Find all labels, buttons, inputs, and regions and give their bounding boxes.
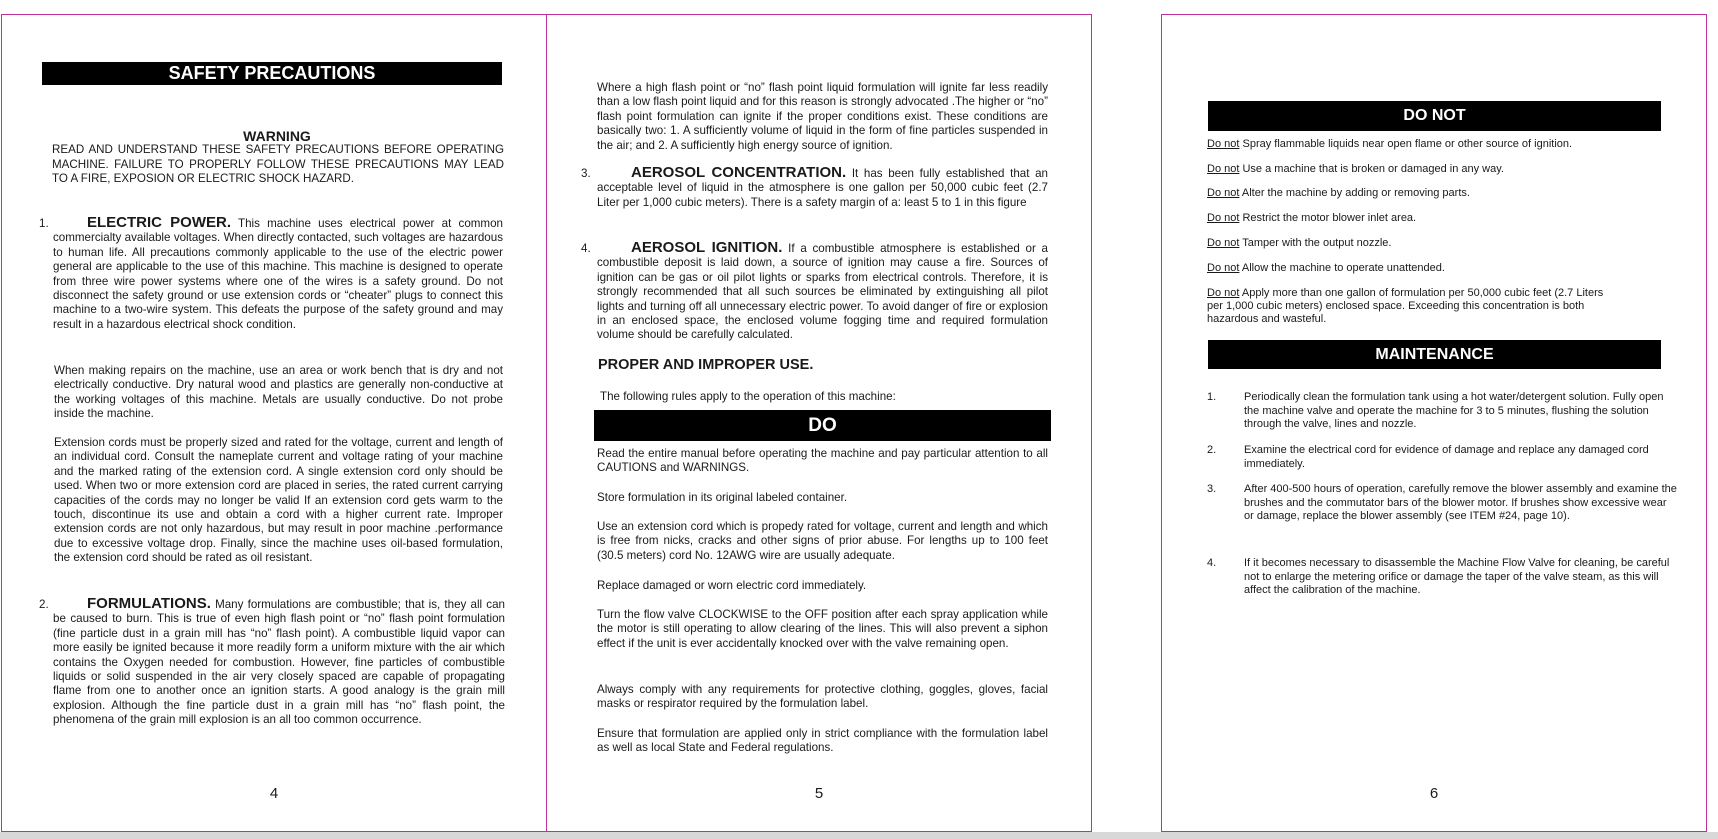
item-3-number: 3.: [581, 167, 591, 180]
do-not-item: Do not Alter the machine by adding or removing parts.: [1207, 187, 1470, 199]
item-3-text: It has been fully established that an acceptable level of liquid in the atmosphere is one gallon per 50,000 cubic feet (2.7 Liter per 1,000 cubic meters). There is a safety margin of a: least 5 to 1 in this figure: [597, 167, 1048, 209]
do-item: Turn the flow valve CLOCKWISE to the OFF position after each spray application while the motor is still operating to allow clearing of the lines. This will also prevent a siphon effect if the unit is ever accidentally knocked over with the valve remaining open.: [597, 608, 1048, 650]
extension-cords-paragraph: Extension cords must be properly sized and rated for the voltage, current and length of an individual cord. Consult the nameplate current and voltage rating of your machine and the marked rating of the extension cord. A single extension cord only should be used. When two or more extension cord are placed in series, the rated current carrying capacities of the cords may no longer be valid If an extension cord gets warm to the touch, discontinue its use and obtain a cord with a higher current rate. Improper extension cords are not only hazardous, but may result in poor machine .performance due to excessive voltage drop. Finally, since the machine uses oil-based formulation, the extension cord should be rated as oil resistant.: [54, 436, 503, 565]
do-not-item: Do not Restrict the motor blower inlet area.: [1207, 212, 1417, 224]
proper-use-heading: PROPER AND IMPROPER USE.: [598, 357, 814, 373]
do-not-item: Do not Apply more than one gallon of formulation per 50,000 cubic feet (2.7 Liters per 1,000 cubic meters) enclosed space. Exceeding this concentration is both hazardous and wasteful.: [1207, 287, 1604, 325]
item-1-number: 1.: [39, 217, 49, 230]
do-item: Use an extension cord which is propedy rated for voltage, current and length and which is free from nicks, cracks and other signs of prior abuse. For lengths up to 100 feet (30.5 meters) cord No. 12AWG wire are usually adequate.: [597, 520, 1048, 562]
page-number: 4: [269, 785, 279, 802]
warning-text: READ AND UNDERSTAND THESE SAFETY PRECAUTIONS BEFORE OPERATING MACHINE. FAILURE TO PROPERLY FOLLOW THESE PRECAUTIONS MAY LEAD TO A FIRE, EXPOSION OR ELECTRIC SHOCK HAZARD.: [52, 143, 504, 186]
scroll-track: [0, 832, 1718, 839]
flash-point-paragraph: Where a high flash point or “no” flash point liquid formulation will ignite far less readily than a low flash point liquid and for this reason is strongly advocated .The higher or “no” flash point formulation can ignite if the proper conditions exist. These conditions are basically two: 1. A sufficiently volume of liquid in the form of fine particles suspended in the air; and 2. A sufficiently high energy source of ignition.: [597, 81, 1048, 152]
item-electric-power: [39, 214, 503, 332]
item-2-heading: FORMULATIONS.: [87, 595, 211, 612]
do-item: Store formulation in its original labeled container.: [597, 491, 848, 504]
page-number: 6: [1429, 785, 1439, 802]
do-item: Always comply with any requirements for protective clothing, goggles, gloves, facial masks or respirator required by the formulation label.: [597, 683, 1048, 711]
maintenance-item: 4. If it becomes necessary to disassemble the Machine Flow Valve for cleaning, be careful not to enlarge the metering orifice or damage the taper of the valve steam, as this will affect the calibration of the machine.: [1207, 557, 1670, 596]
page-4: [1, 14, 547, 832]
do-not-item: Do not Allow the machine to operate unattended.: [1207, 262, 1445, 274]
maintenance-item: 1. Periodically clean the formulation tank using a hot water/detergent solution. Fully open the machine valve and operate the machine for 3 to 5 minutes, flushing the solution through the valve, lines and nozzle.: [1207, 391, 1664, 430]
item-4-number: 4.: [581, 242, 591, 255]
item-aerosol-ignition: [581, 239, 1049, 343]
item-aerosol-concentration: [581, 164, 1048, 210]
item-1-heading: ELECTRIC POWER.: [87, 214, 231, 231]
item-3-heading: AEROSOL CONCENTRATION.: [631, 164, 847, 181]
do-item: Replace damaged or worn electric cord immediately.: [597, 579, 867, 592]
do-item: Read the entire manual before operating the machine and pay particular attention to all CAUTIONS and WARNINGS.: [597, 447, 1048, 475]
rules-intro: The following rules apply to the operation of this machine:: [600, 390, 896, 403]
item-4-text: If a combustible atmosphere is established or a combustible deposit is laid down, a source of ignition may cause a fire. Sources of ignition can be gas or oil pilot lights or sparks from electrical controls. Therefore, it is strongly recommended that all such sources be eliminated by extinguishing all pilot lights and turning off all unnecessary electric power. To avoid danger of fire or explosion in an enclosed space, the enclosed volume fogging time and required formulation volume should be carefully calculated.: [597, 242, 1049, 342]
warning-heading: WARNING: [243, 128, 311, 144]
repairs-paragraph: When making repairs on the machine, use an area or work bench that is dry and not electrically conductive. Dry natural wood and plastics are generally non-conductive at the working voltages of this machine. Metals are usually conductive. Do not probe inside the machine.: [54, 364, 503, 421]
item-1-text: This machine uses electrical power at common commercialty available voltages. When directly contacted, such voltages are hazardous to human life. All precautions commonly applicable to the use of the electric power general are applicable to the use of this machine. This machine is designed to operate from three wire power systems where one of the wires is a safety ground. Do not disconnect the safety ground or use extension cords or “cheater” plugs to connect this machine to a two-wire system. This defeats the purpose of the safety ground and may result in a hazardous electrical shock condition.: [53, 217, 503, 331]
do-not-item: Do not Spray flammable liquids near open flame or other source of ignition.: [1207, 138, 1573, 150]
do-title: DO: [594, 410, 1051, 441]
safety-precautions-title: SAFETY PRECAUTIONS: [42, 62, 502, 85]
do-not-item: Do not Tamper with the output nozzle.: [1207, 237, 1392, 249]
page-5: [546, 14, 1092, 832]
do-item: Ensure that formulation are applied only in strict compliance with the formulation label as well as local State and Federal regulations.: [597, 727, 1048, 755]
maintenance-title: MAINTENANCE: [1208, 340, 1661, 369]
item-2-text: Many formulations are combustible; that is, they all can be caused to burn. This is true of even high flash point or “no” flash point formulation (fine particle dust in a grain mill has “no” flash point). A combustible liquid vapor can more easily be ignited because it more readily form a uniform mixture with the air which contains the Oxygen needed for combustion. However, fine particles of combustible liquids or solid suspended in the air very closely spaced are capable of propagating flame from one to another once an ignition starts. A good analogy is the grain mill explosion. Although the fine particle dust in a grain mill has “no” flash point, the phenomena of the grain mill explosion is an all too common occurrence.: [53, 598, 505, 727]
item-4-heading: AEROSOL IGNITION.: [631, 239, 783, 256]
page-6: [1161, 14, 1707, 832]
do-not-title: DO NOT: [1208, 101, 1661, 131]
maintenance-item: 2. Examine the electrical cord for evidence of damage and replace any damaged cord immediately.: [1207, 444, 1649, 470]
maintenance-item: 3. After 400-500 hours of operation, carefully remove the blower assembly and examine the brushes and the commutator bars of the blower motor. If brushes show excessive wear or damage, replace the blower assembly (see ITEM #24, page 10).: [1207, 483, 1677, 522]
do-not-item: Do not Use a machine that is broken or damaged in any way.: [1207, 163, 1504, 175]
item-2-number: 2.: [39, 598, 49, 611]
page-number: 5: [814, 785, 824, 802]
item-formulations: [39, 595, 505, 728]
